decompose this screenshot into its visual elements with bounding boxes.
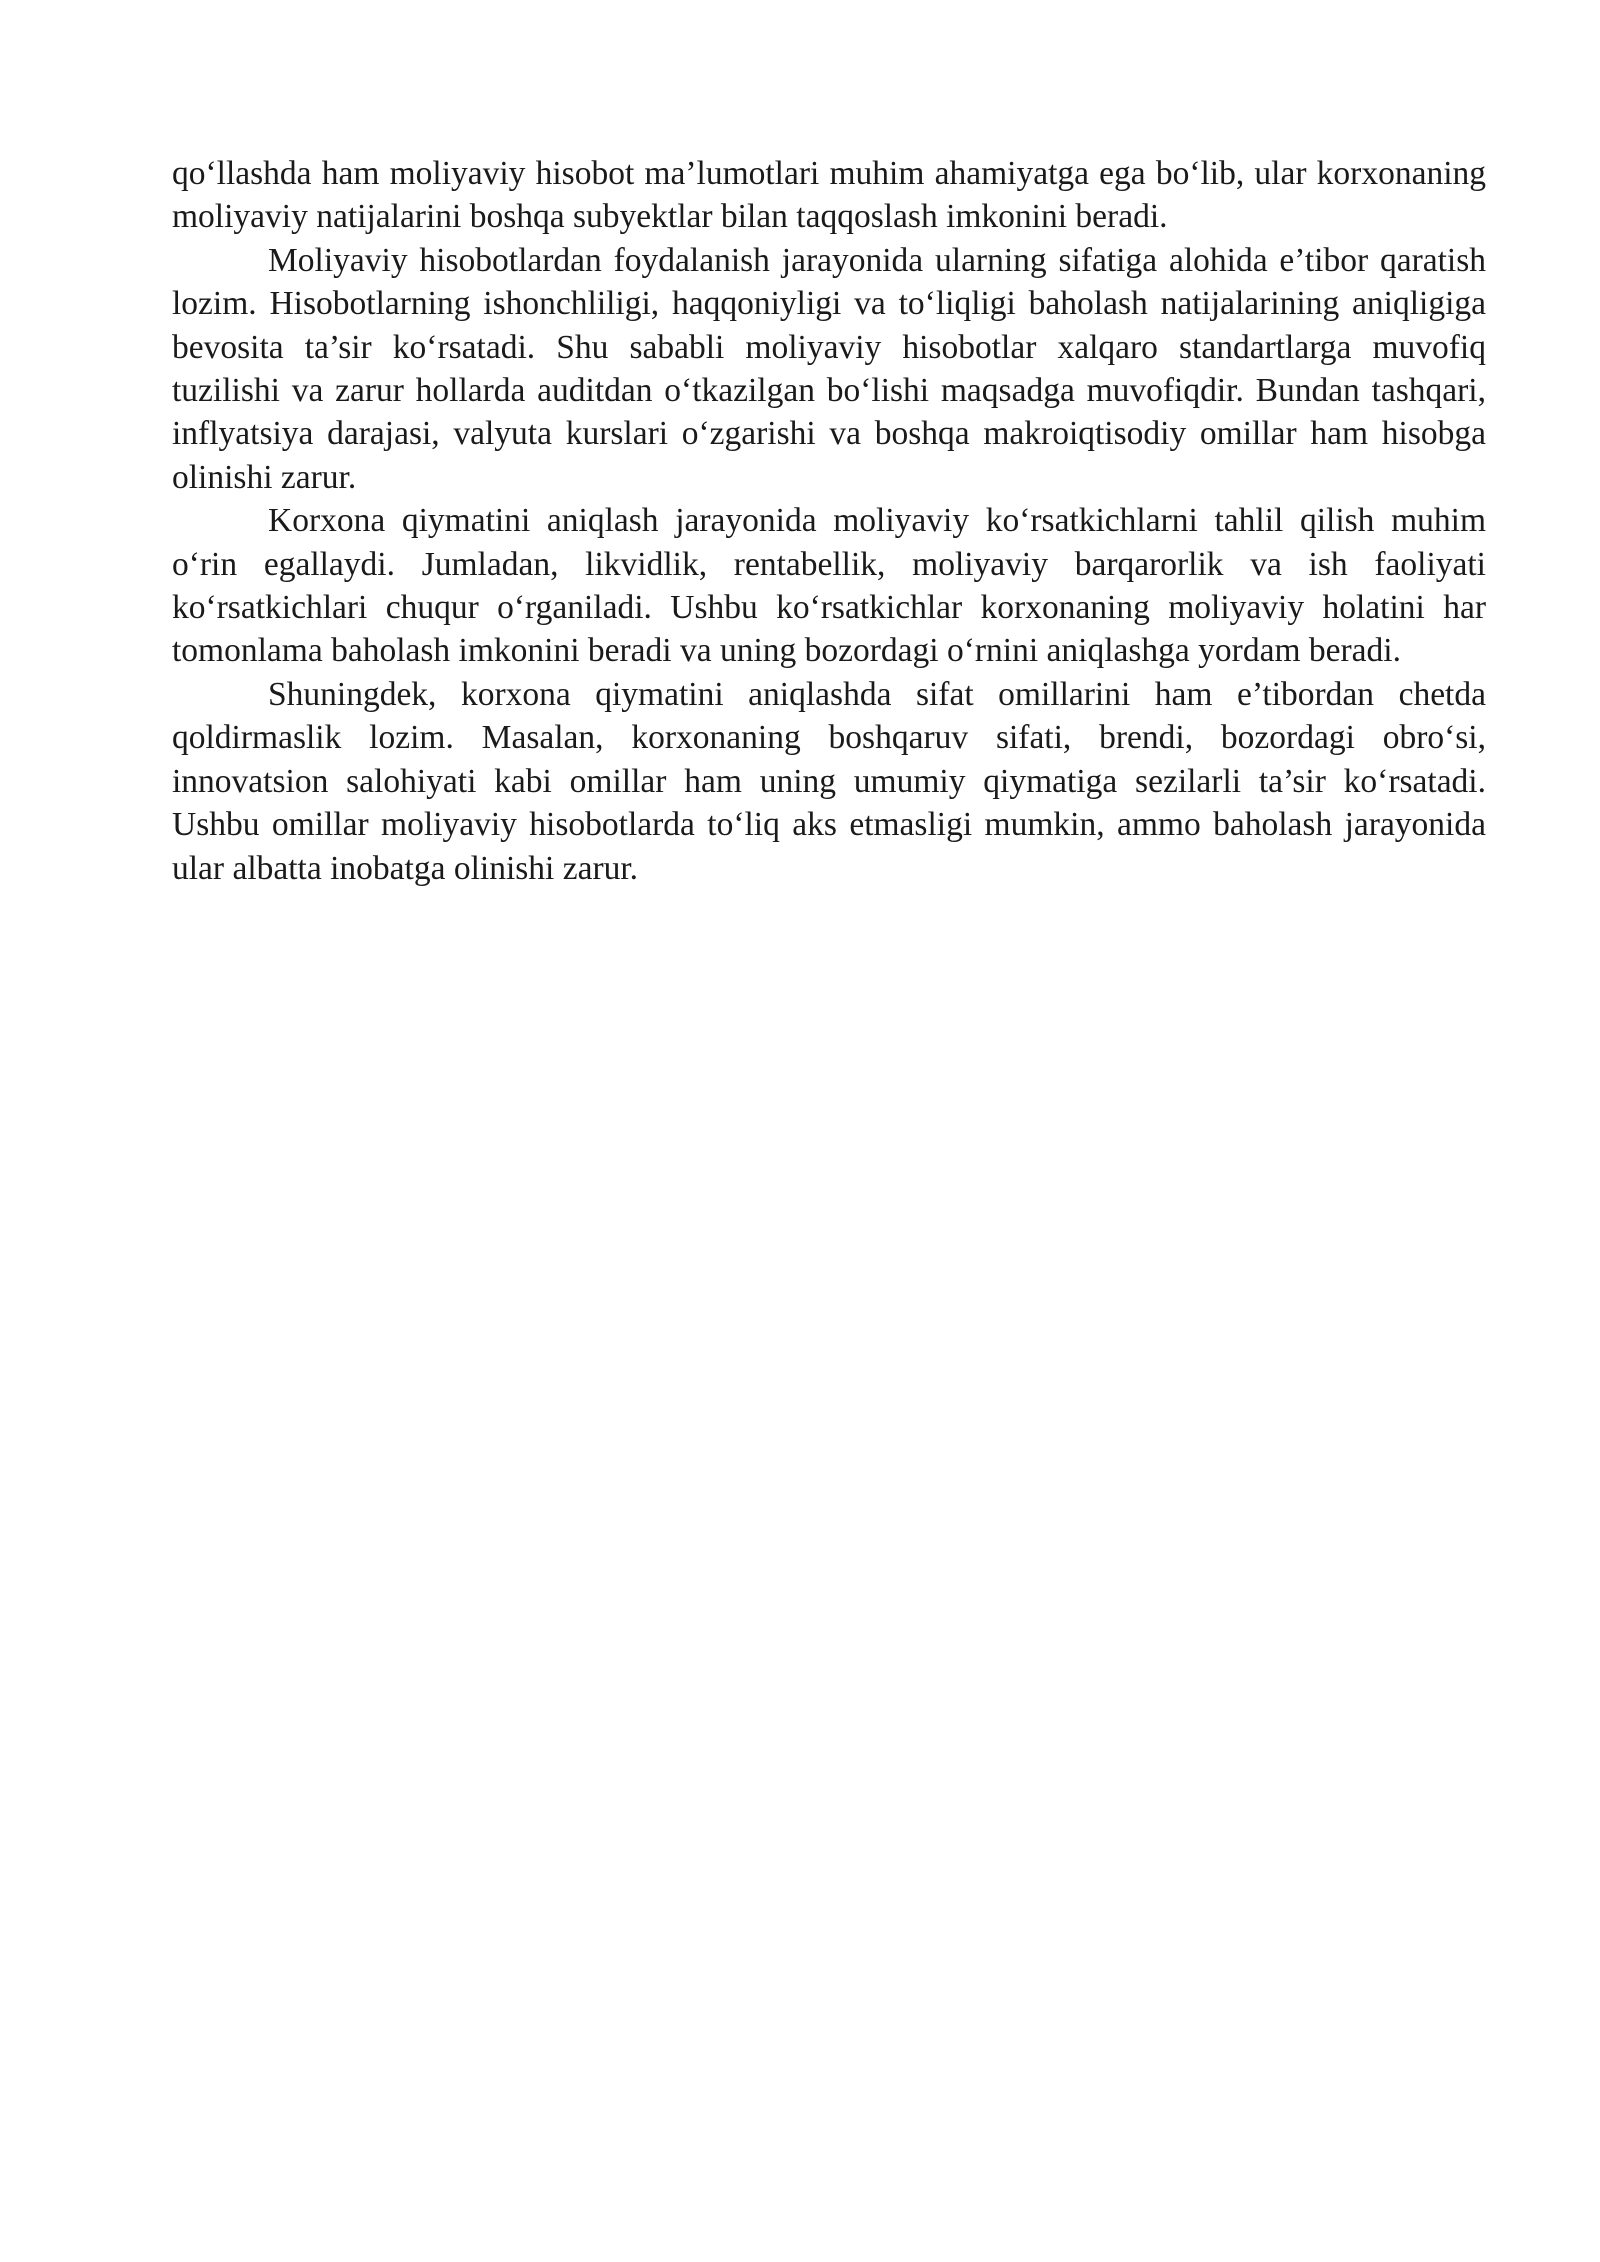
paragraph-report-quality: Moliyaviy hisobotlardan foydalanish jarayonida ularning sifatiga alohida e’tibor qaratish lozim. Hisobotlarning ishonchliligi, haqqoniyligi va to‘liqligi baholash natijalarining aniqligiga bevosita ta’sir ko‘rsatadi. Shu sababli moliyaviy hisobotlar xalqaro standartlarga muvofiq tuzilishi va zarur hollarda auditdan o‘tkazilgan bo‘lishi maqsadga muvofiqdir. Bundan tashqari, inflyatsiya darajasi, valyuta kurslari o‘zgarishi va boshqa makroiqtisodiy omillar ham hisobga olinishi zarur.	[172, 241, 1486, 496]
paragraph-financial-indicators: Korxona qiymatini aniqlash jarayonida moliyaviy ko‘rsatkichlarni tahlil qilish muhim o‘rin egallaydi. Jumladan, likvidlik, rentabellik, moliyaviy barqarorlik va ish faoliyati ko‘rsatkichlari chuqur o‘rganiladi. Ushbu ko‘rsatkichlar korxonaning moliyaviy holatini har tomonlama baholash imkonini beradi va uning bozordagi o‘rnini aniqlashga yordam beradi.	[172, 502, 1486, 670]
paragraph-qualitative-factors: Shuningdek, korxona qiymatini aniqlashda sifat omillarini ham e’tibordan chetda qoldirmaslik lozim. Masalan, korxonaning boshqaruv sifati, brendi, bozordagi obro‘si, innovatsion salohiyati kabi omillar ham uning umumiy qiymatiga sezilarli ta’sir ko‘rsatadi. Ushbu omillar moliyaviy hisobotlarda to‘liq aks etmasligi mumkin, ammo baholash jarayonida ular albatta inobatga olinishi zarur.	[172, 675, 1486, 887]
paragraph-continuation: qo‘llashda ham moliyaviy hisobot ma’lumotlari muhim ahamiyatga ega bo‘lib, ular korxonaning moliyaviy natijalarini boshqa subyektlar bilan taqqoslash imkonini beradi.	[172, 155, 1486, 236]
document-body	[172, 152, 1486, 890]
